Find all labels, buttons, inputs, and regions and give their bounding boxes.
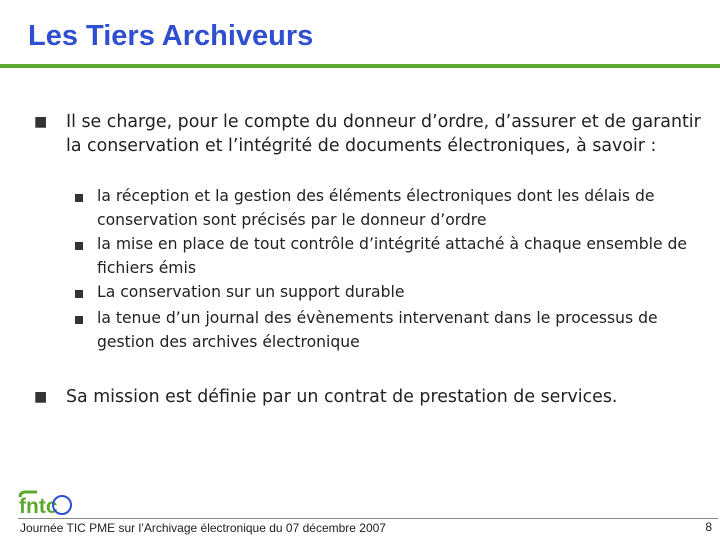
logo-text: fntc (19, 495, 58, 517)
bullet-1 (34, 110, 706, 158)
bullet-2-text: Sa mission est définie par un contrat de prestation de services. (66, 387, 618, 407)
square-bullet-icon: ■ (34, 389, 48, 405)
title-divider (0, 64, 720, 68)
sub-bullet-1-text: la réception et la gestion des éléments électroniques dont les délais de conservation sont précisés par le donneur d’ordre (97, 187, 655, 229)
footer-text: Journée TIC PME sur l’Archivage électronique du 07 décembre 2007 (20, 521, 386, 535)
slide-title: Les Tiers Archiveurs (28, 20, 314, 52)
sub-bullet-4 (97, 307, 697, 354)
square-bullet-icon (75, 290, 83, 298)
sub-bullet-1 (97, 185, 697, 232)
bullet-2 (34, 385, 706, 409)
bullet-1-text: Il se charge, pour le compte du donneur d’ordre, d’assurer et de garantir la conservation et l’intégrité de documents électroniques, à savoir : (66, 112, 701, 156)
sub-bullet-4-text: la tenue d’un journal des évènements intervenant dans le processus de gestion des archives électronique (97, 309, 658, 351)
page-number: 8 (705, 520, 712, 534)
fntc-logo (17, 489, 73, 517)
sub-bullet-3-text: La conservation sur un support durable (97, 283, 405, 301)
sub-bullet-2 (97, 233, 697, 280)
sub-bullet-3 (97, 281, 697, 305)
square-bullet-icon (75, 242, 83, 250)
footer-divider (18, 518, 718, 519)
square-bullet-icon (75, 316, 83, 324)
square-bullet-icon: ■ (34, 114, 48, 130)
square-bullet-icon (75, 194, 83, 202)
sub-bullet-2-text: la mise en place de tout contrôle d’intégrité attaché à chaque ensemble de fichiers émis (97, 235, 687, 277)
